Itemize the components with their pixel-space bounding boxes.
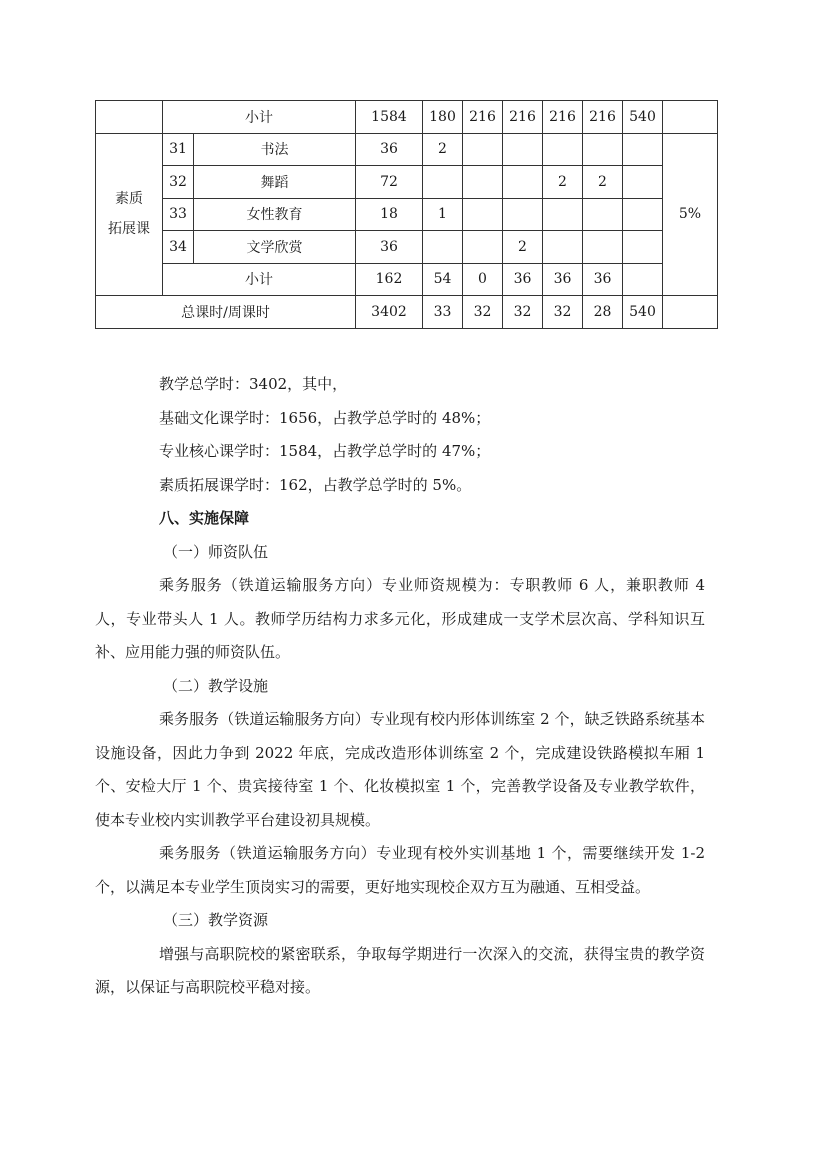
course-name: 文学欣赏: [194, 231, 356, 264]
table-cell: [623, 133, 663, 166]
table-cell: [96, 101, 163, 134]
table-cell: 3402: [356, 296, 423, 329]
table-cell: [463, 166, 503, 199]
paragraph: 增强与高职院校的紧密联系，争取每学期进行一次深入的交流，获得宝贵的教学资源，以保证与高职院校平稳对接。: [95, 944, 705, 996]
table-cell: 540: [623, 296, 663, 329]
table-cell: [503, 166, 543, 199]
paragraph: 乘务服务（铁道运输服务方向）专业师资规模为：专职教师 6 人，兼职教师 4 人，专业带头人 1 人。教师学历结构力求多元化，形成建成一支学术层次高、学科知识互补、应用能力强的师资队伍。: [95, 576, 705, 661]
table-row: [96, 231, 718, 264]
table-cell: [463, 198, 503, 231]
table-cell: 216: [583, 101, 623, 134]
table-cell: [503, 133, 543, 166]
course-no: 34: [163, 231, 194, 264]
course-no: 32: [163, 166, 194, 199]
table-cell: [423, 166, 463, 199]
course-hours-table: [95, 100, 718, 329]
paragraph: 专业核心课学时：1584，占教学总学时的 47%；: [159, 442, 491, 460]
table-cell: [543, 133, 583, 166]
table-cell: 33: [423, 296, 463, 329]
table-cell: [463, 231, 503, 264]
paragraph: 基础文化课学时：1656，占教学总学时的 48%；: [159, 408, 491, 427]
document-body: [95, 368, 705, 1005]
table-cell: 216: [543, 101, 583, 134]
group-label-line1: 素质: [115, 191, 143, 208]
table-cell: 540: [623, 101, 663, 134]
paragraph: 乘务服务（铁道运输服务方向）专业现有校外实训基地 1 个，需要继续开发 1-2 个，以满足本专业学生顶岗实习的需要，更好地实现校企双方互为融通、互相受益。: [95, 844, 705, 896]
paragraph: 素质拓展课学时：162，占教学总学时的 5%。: [159, 475, 472, 494]
group-ratio: 5%: [663, 133, 718, 296]
course-hours: 72: [356, 166, 423, 199]
paragraph: 教学总学时：3402，其中，: [159, 375, 348, 393]
table-cell: 1: [423, 198, 463, 231]
course-no: 31: [163, 133, 194, 166]
table-cell: [623, 231, 663, 264]
course-name: 舞蹈: [194, 166, 356, 199]
table-cell: 28: [583, 296, 623, 329]
table-cell: [623, 166, 663, 199]
table-cell: 216: [463, 101, 503, 134]
subsection-heading: （三）教学资源: [163, 911, 269, 929]
table-cell: [583, 231, 623, 264]
table-cell: [423, 231, 463, 264]
table-cell: 2: [543, 166, 583, 199]
table-cell: 2: [423, 133, 463, 166]
table-cell: 36: [583, 263, 623, 296]
subtotal-label: 小计: [163, 101, 356, 134]
paragraph: 乘务服务（铁道运输服务方向）专业现有校内形体训练室 2 个，缺乏铁路系统基本设施设备，因此力争到 2022 年底，完成改造形体训练室 2 个，完成建设铁路模拟车厢 1 个、安检大厅 1 个、贵宾接待室 1 个、化妆模拟室 1 个，完善教学设备及专业教学软件，使本专业校内实训教学平台建设初具规模。: [95, 710, 705, 829]
table-cell: [623, 198, 663, 231]
table-cell: 2: [583, 166, 623, 199]
table-cell: 54: [423, 263, 463, 296]
course-hours: 36: [356, 231, 423, 264]
course-name: 书法: [194, 133, 356, 166]
table-cell: [503, 198, 543, 231]
subtotal-label: 小计: [163, 263, 356, 296]
subsection-heading: （二）教学设施: [163, 676, 269, 695]
course-hours: 18: [356, 198, 423, 231]
table-cell: 216: [503, 101, 543, 134]
table-cell: [663, 296, 718, 329]
course-hours: 36: [356, 133, 423, 166]
section-heading: 八、实施保障: [159, 509, 250, 527]
table-row: [96, 198, 718, 231]
group-label-line2: 拓展课: [108, 221, 150, 238]
table-cell: 180: [423, 101, 463, 134]
table-cell: 36: [543, 263, 583, 296]
table-cell: 32: [543, 296, 583, 329]
table-cell: 162: [356, 263, 423, 296]
table-row: [96, 133, 718, 166]
course-no: 33: [163, 198, 194, 231]
table-cell: [463, 133, 503, 166]
table-row: [96, 166, 718, 199]
table-cell: [583, 133, 623, 166]
table-row-subtotal-quality: [96, 263, 718, 296]
table-row-total: [96, 296, 718, 329]
table-cell: [543, 198, 583, 231]
table-row-subtotal-major: [96, 101, 718, 134]
course-name: 女性教育: [194, 198, 356, 231]
total-label: 总课时/周课时: [96, 296, 356, 329]
table-cell: 32: [463, 296, 503, 329]
table-cell: 2: [503, 231, 543, 264]
table-cell: 1584: [356, 101, 423, 134]
group-label: [96, 133, 163, 296]
table-cell: [583, 198, 623, 231]
table-cell: [623, 263, 663, 296]
subsection-heading: （一）师资队伍: [163, 542, 269, 561]
table-cell: 36: [503, 263, 543, 296]
table-cell: [543, 231, 583, 264]
table-cell: 0: [463, 263, 503, 296]
table-cell: [663, 101, 718, 134]
table-cell: 32: [503, 296, 543, 329]
